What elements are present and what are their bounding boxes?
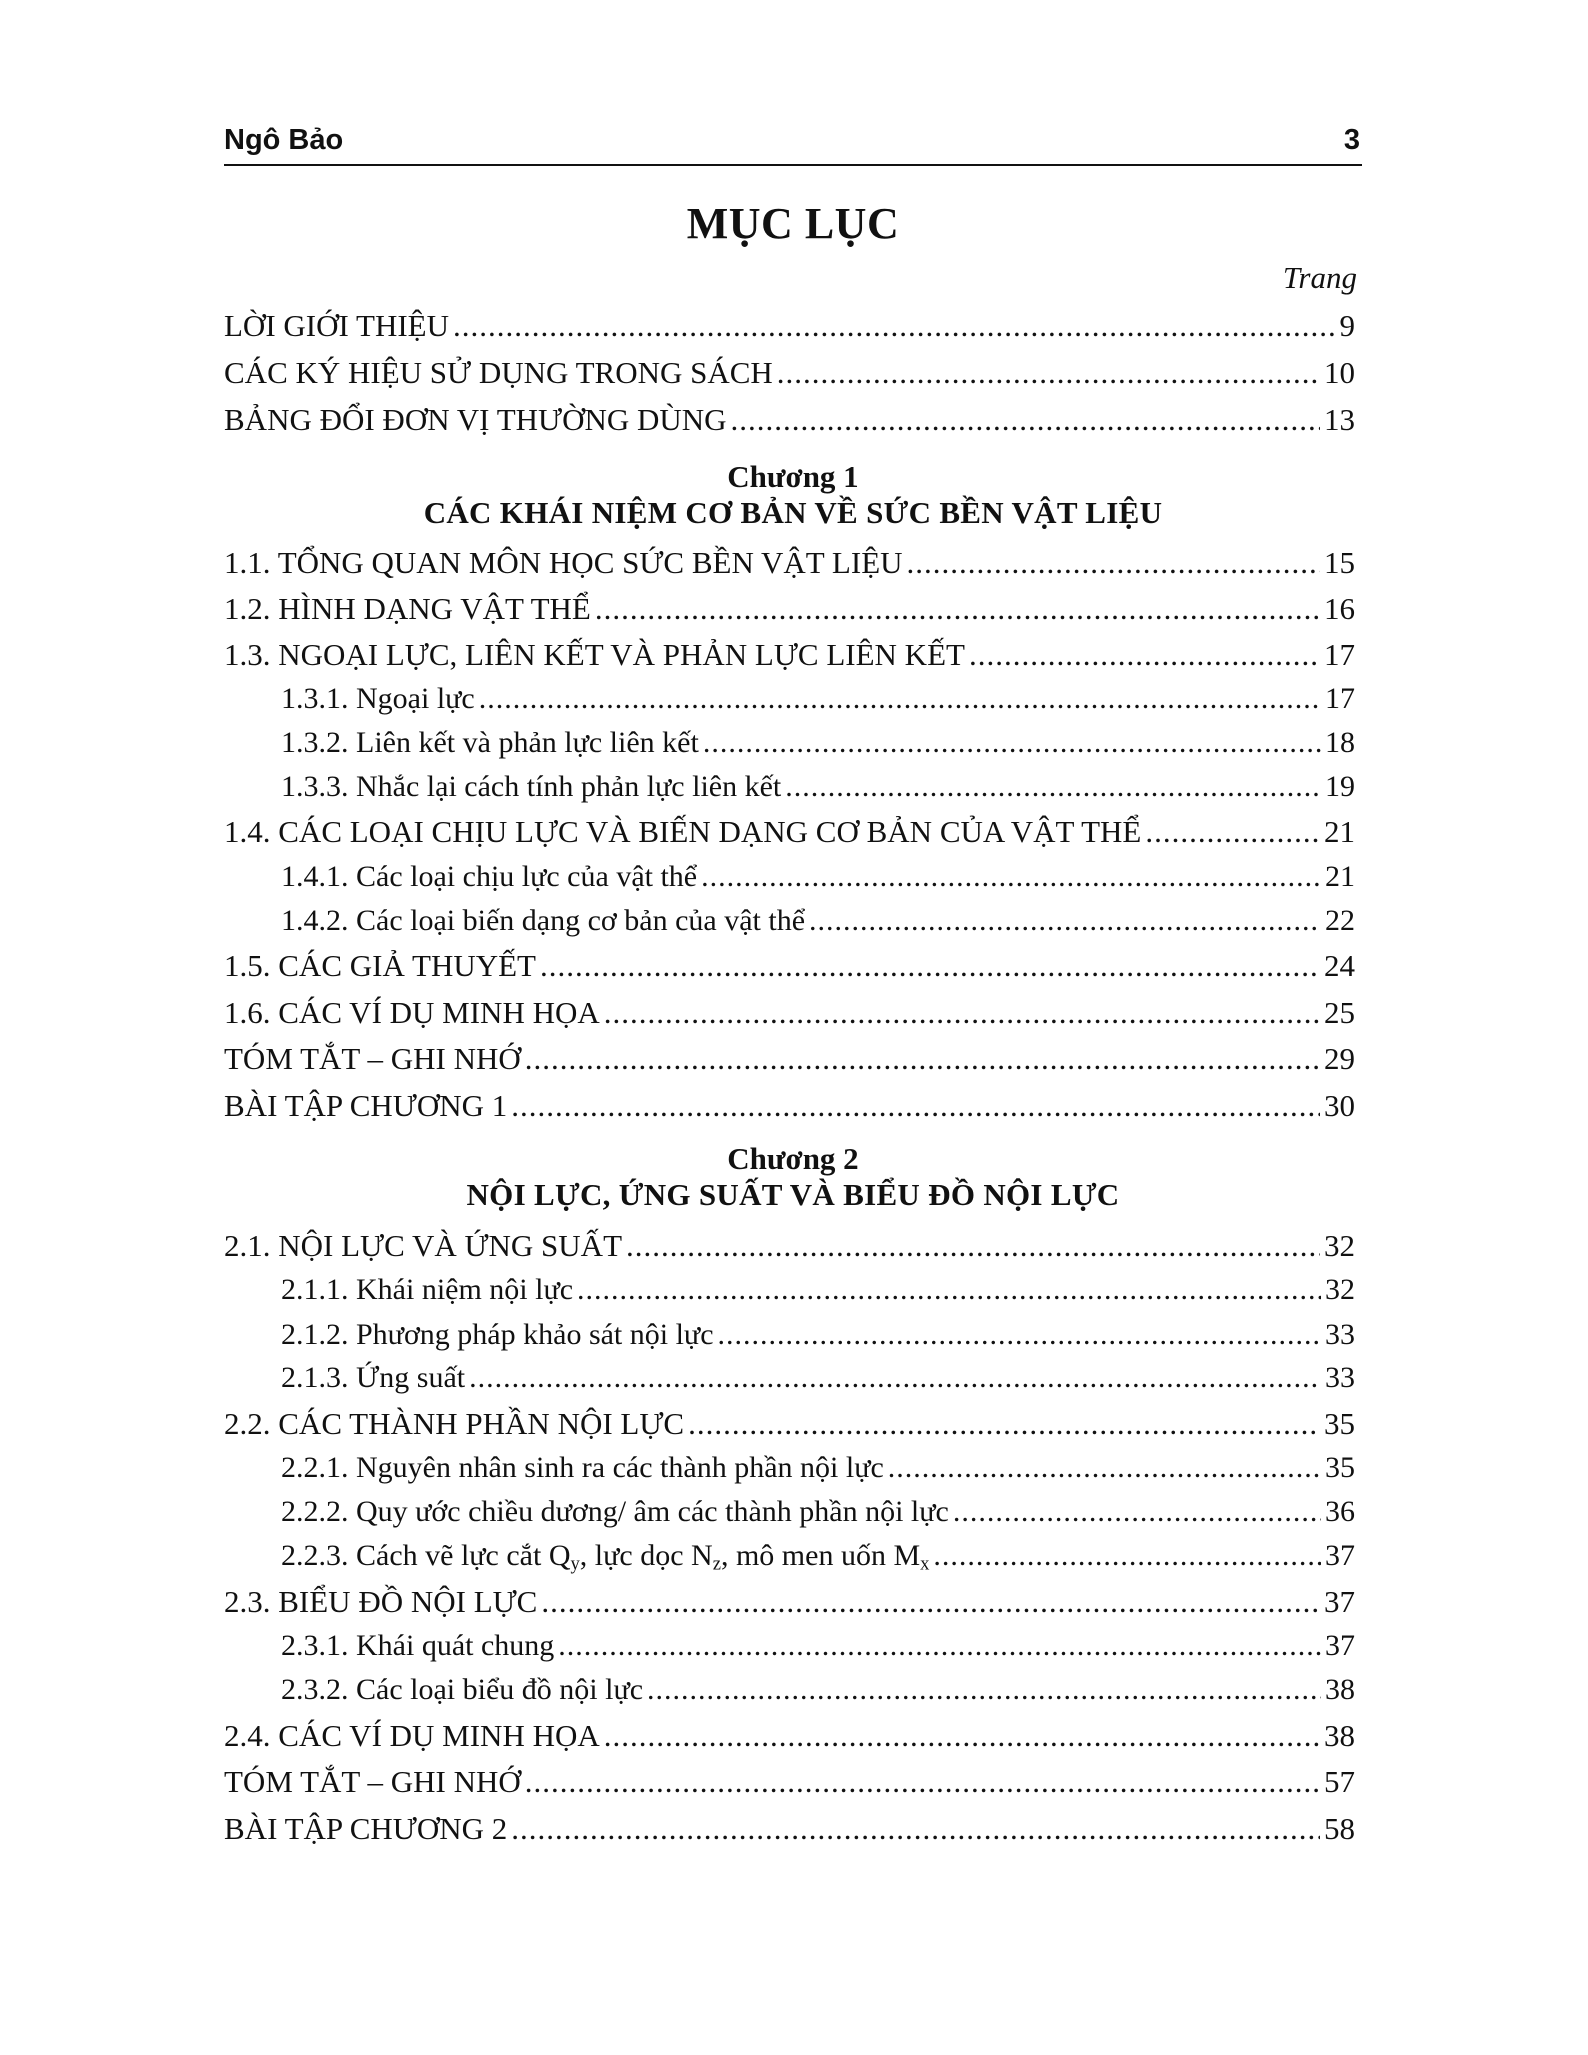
toc-entry-label: 2.2.1. Nguyên nhân sinh ra các thành phần nội lực [281, 1451, 884, 1484]
toc-leader-dots [479, 679, 1321, 719]
toc-entry-label: 1.4.2. Các loại biến dạng cơ bản của vật thể [281, 904, 806, 937]
toc-entry-label: 1.5. CÁC GIẢ THUYẾT [224, 948, 536, 983]
chapter-heading [224, 459, 1362, 531]
toc-entry-page: 17 [1325, 682, 1355, 715]
toc-entry [224, 812, 1355, 852]
toc-entry-label: 2.4. CÁC VÍ DỤ MINH HỌA [224, 1718, 600, 1753]
toc-entry [224, 946, 1355, 986]
toc-entry [224, 635, 1355, 675]
toc-entry-page: 19 [1325, 770, 1355, 803]
toc-entry-page: 37 [1325, 1629, 1355, 1662]
toc-entry-label: BẢNG ĐỔI ĐƠN VỊ THƯỜNG DÙNG [224, 402, 727, 437]
toc-subentry [281, 1536, 1355, 1576]
toc-entry-page: 38 [1324, 1718, 1355, 1753]
toc-entry-page: 35 [1325, 1451, 1355, 1484]
toc-entry-page: 29 [1324, 1041, 1355, 1076]
subscript: y [570, 1553, 580, 1575]
toc-entry [224, 1809, 1355, 1849]
toc-subentry [281, 1626, 1355, 1666]
toc-entry-page: 17 [1324, 637, 1355, 672]
chapter-title: NỘI LỰC, ỨNG SUẤT VÀ BIỂU ĐỒ NỘI LỰC [466, 1177, 1120, 1212]
toc-entry-label: 2.1.2. Phương pháp khảo sát nội lực [281, 1318, 714, 1351]
page-column-label: Trang [1282, 260, 1357, 295]
toc-entry [224, 1716, 1355, 1756]
toc-entry-page: 15 [1324, 545, 1355, 580]
toc-leader-dots [525, 1762, 1320, 1802]
toc-subentry [281, 1448, 1355, 1488]
toc-entry-label [281, 1536, 929, 1576]
chapter-number: Chương 2 [727, 1141, 859, 1176]
toc-leader-dots [785, 767, 1321, 807]
toc-leader-dots [953, 1492, 1321, 1532]
toc-entry-label: 2.1. NỘI LỰC VÀ ỨNG SUẤT [224, 1228, 623, 1263]
toc-entry-label: 1.3.3. Nhắc lại cách tính phản lực liên kết [281, 770, 782, 803]
chapter-number: Chương 1 [727, 459, 859, 494]
toc-entry-label: CÁC KÝ HIỆU SỬ DỤNG TRONG SÁCH [224, 355, 773, 390]
toc-entry [224, 993, 1355, 1033]
toc-entry-label: 1.3. NGOẠI LỰC, LIÊN KẾT VÀ PHẢN LỰC LIÊN KẾT [224, 637, 965, 672]
toc-entry [224, 589, 1355, 629]
toc-entry-page: 21 [1324, 814, 1355, 849]
toc-entry-label: 1.3.1. Ngoại lực [281, 682, 475, 715]
toc-entry [224, 543, 1355, 583]
toc-leader-dots [511, 1086, 1320, 1126]
toc-entry [224, 1086, 1355, 1126]
toc-entry-label: 2.1.3. Ứng suất [281, 1361, 466, 1394]
toc-leader-dots [777, 353, 1320, 393]
toc-entry-label: TÓM TẮT – GHI NHỚ [224, 1764, 521, 1799]
toc-entry-label: 1.4. CÁC LOẠI CHỊU LỰC VÀ BIẾN DẠNG CƠ BẢN CỦA VẬT THỂ [224, 814, 1142, 849]
toc-entry-label: 2.3.2. Các loại biểu đồ nội lực [281, 1673, 644, 1706]
toc-leader-dots [453, 306, 1336, 346]
toc-entry-label: BÀI TẬP CHƯƠNG 2 [224, 1811, 508, 1846]
toc-leader-dots [626, 1226, 1320, 1266]
toc-entry [224, 1226, 1355, 1266]
toc-leader-dots [718, 1315, 1321, 1355]
toc-subentry [281, 723, 1355, 763]
toc-entry-label: 2.3. BIỂU ĐỒ NỘI LỰC [224, 1584, 538, 1619]
toc-leader-dots [525, 1039, 1320, 1079]
toc-entry-page: 22 [1325, 904, 1355, 937]
toc-leader-dots [688, 1404, 1320, 1444]
toc-entry-page: 13 [1324, 402, 1355, 437]
toc-entry-page: 57 [1324, 1764, 1355, 1799]
toc-entry-page: 25 [1324, 995, 1355, 1030]
toc-entry-label: 2.2. CÁC THÀNH PHẦN NỘI LỰC [224, 1406, 685, 1441]
toc-entry [224, 400, 1355, 440]
toc-leader-dots [540, 946, 1320, 986]
toc-entry [224, 1039, 1355, 1079]
toc-entry-page: 37 [1325, 1539, 1355, 1572]
toc-entry-page: 24 [1324, 948, 1355, 983]
toc-entry-page: 21 [1325, 860, 1355, 893]
toc-entry [224, 1404, 1355, 1444]
toc-entry-page: 33 [1325, 1318, 1355, 1351]
toc-entry-label: 2.3.1. Khái quát chung [281, 1629, 555, 1662]
toc-entry-page: 18 [1325, 726, 1355, 759]
toc-entry-label: 1.1. TỔNG QUAN MÔN HỌC SỨC BỀN VẬT LIỆU [224, 545, 903, 580]
toc-label-text: 2.2.3. Cách vẽ lực cắt Q [281, 1539, 571, 1572]
toc-label-text: , mô men uốn M [720, 1539, 921, 1572]
toc-subentry [281, 901, 1355, 941]
toc-leader-dots [1145, 812, 1320, 852]
toc-leader-dots [595, 589, 1320, 629]
toc-label-text: , lực dọc N [579, 1539, 713, 1572]
toc-subentry [281, 1670, 1355, 1710]
toc-entry-page: 32 [1325, 1273, 1355, 1306]
toc-entry-page: 33 [1325, 1361, 1355, 1394]
toc-entry-page: 16 [1324, 591, 1355, 626]
toc-entry [224, 1762, 1355, 1802]
toc-leader-dots [558, 1626, 1321, 1666]
toc-entry-label: 1.2. HÌNH DẠNG VẬT THỂ [224, 591, 591, 626]
toc-leader-dots [703, 723, 1321, 763]
toc-subentry [281, 1492, 1355, 1532]
chapter-title: CÁC KHÁI NIỆM CƠ BẢN VỀ SỨC BỀN VẬT LIỆU [423, 495, 1163, 530]
toc-entry-label: 1.6. CÁC VÍ DỤ MINH HỌA [224, 995, 600, 1030]
header-page-number: 3 [1343, 124, 1360, 156]
toc-entry-page: 35 [1324, 1406, 1355, 1441]
toc-subentry [281, 679, 1355, 719]
toc-entry-label: 1.3.2. Liên kết và phản lực liên kết [281, 726, 699, 759]
toc-leader-dots [541, 1582, 1320, 1622]
toc-entry-label: BÀI TẬP CHƯƠNG 1 [224, 1088, 508, 1123]
toc-entry [224, 353, 1355, 393]
toc-subentry [281, 857, 1355, 897]
toc-entry-page: 10 [1324, 355, 1355, 390]
toc-entry-page: 37 [1324, 1584, 1355, 1619]
toc-subentry [281, 1358, 1355, 1398]
toc-entry-label: 2.2.2. Quy ước chiều dương/ âm các thành phần nội lực [281, 1495, 949, 1528]
toc-leader-dots [469, 1358, 1321, 1398]
toc-entry-page: 30 [1324, 1088, 1355, 1123]
toc-entry-page: 9 [1339, 308, 1355, 343]
toc-leader-dots [888, 1448, 1321, 1488]
toc-subentry [281, 1270, 1355, 1310]
toc-leader-dots [701, 857, 1321, 897]
toc-leader-dots [647, 1670, 1321, 1710]
toc-entry-page: 36 [1325, 1495, 1355, 1528]
toc-entry [224, 1582, 1355, 1622]
toc-leader-dots [731, 400, 1320, 440]
toc-entry-label: LỜI GIỚI THIỆU [224, 308, 449, 343]
toc-leader-dots [969, 635, 1320, 675]
subscript: x [920, 1553, 930, 1575]
page-title: MỤC LỤC [686, 199, 900, 248]
toc-leader-dots [511, 1809, 1320, 1849]
toc-entry-page: 32 [1324, 1228, 1355, 1263]
subscript: z [712, 1553, 721, 1575]
toc-leader-dots [809, 901, 1321, 941]
toc-leader-dots [604, 993, 1320, 1033]
toc-subentry [281, 767, 1355, 807]
toc-leader-dots [604, 1716, 1320, 1756]
toc-leader-dots [933, 1536, 1321, 1576]
toc-leader-dots [577, 1270, 1321, 1310]
toc-entry-label: 2.1.1. Khái niệm nội lực [281, 1273, 574, 1306]
chapter-heading [224, 1141, 1362, 1213]
toc-entry-page: 38 [1325, 1673, 1355, 1706]
toc-entry-label: TÓM TẮT – GHI NHỚ [224, 1041, 521, 1076]
toc-entry-label: 1.4.1. Các loại chịu lực của vật thể [281, 860, 698, 893]
page-header [224, 118, 1362, 166]
toc-subentry [281, 1315, 1355, 1355]
toc-entry [224, 306, 1355, 346]
toc-entry-page: 58 [1324, 1811, 1355, 1846]
header-author: Ngô Bảo [224, 124, 344, 156]
toc-leader-dots [907, 543, 1320, 583]
